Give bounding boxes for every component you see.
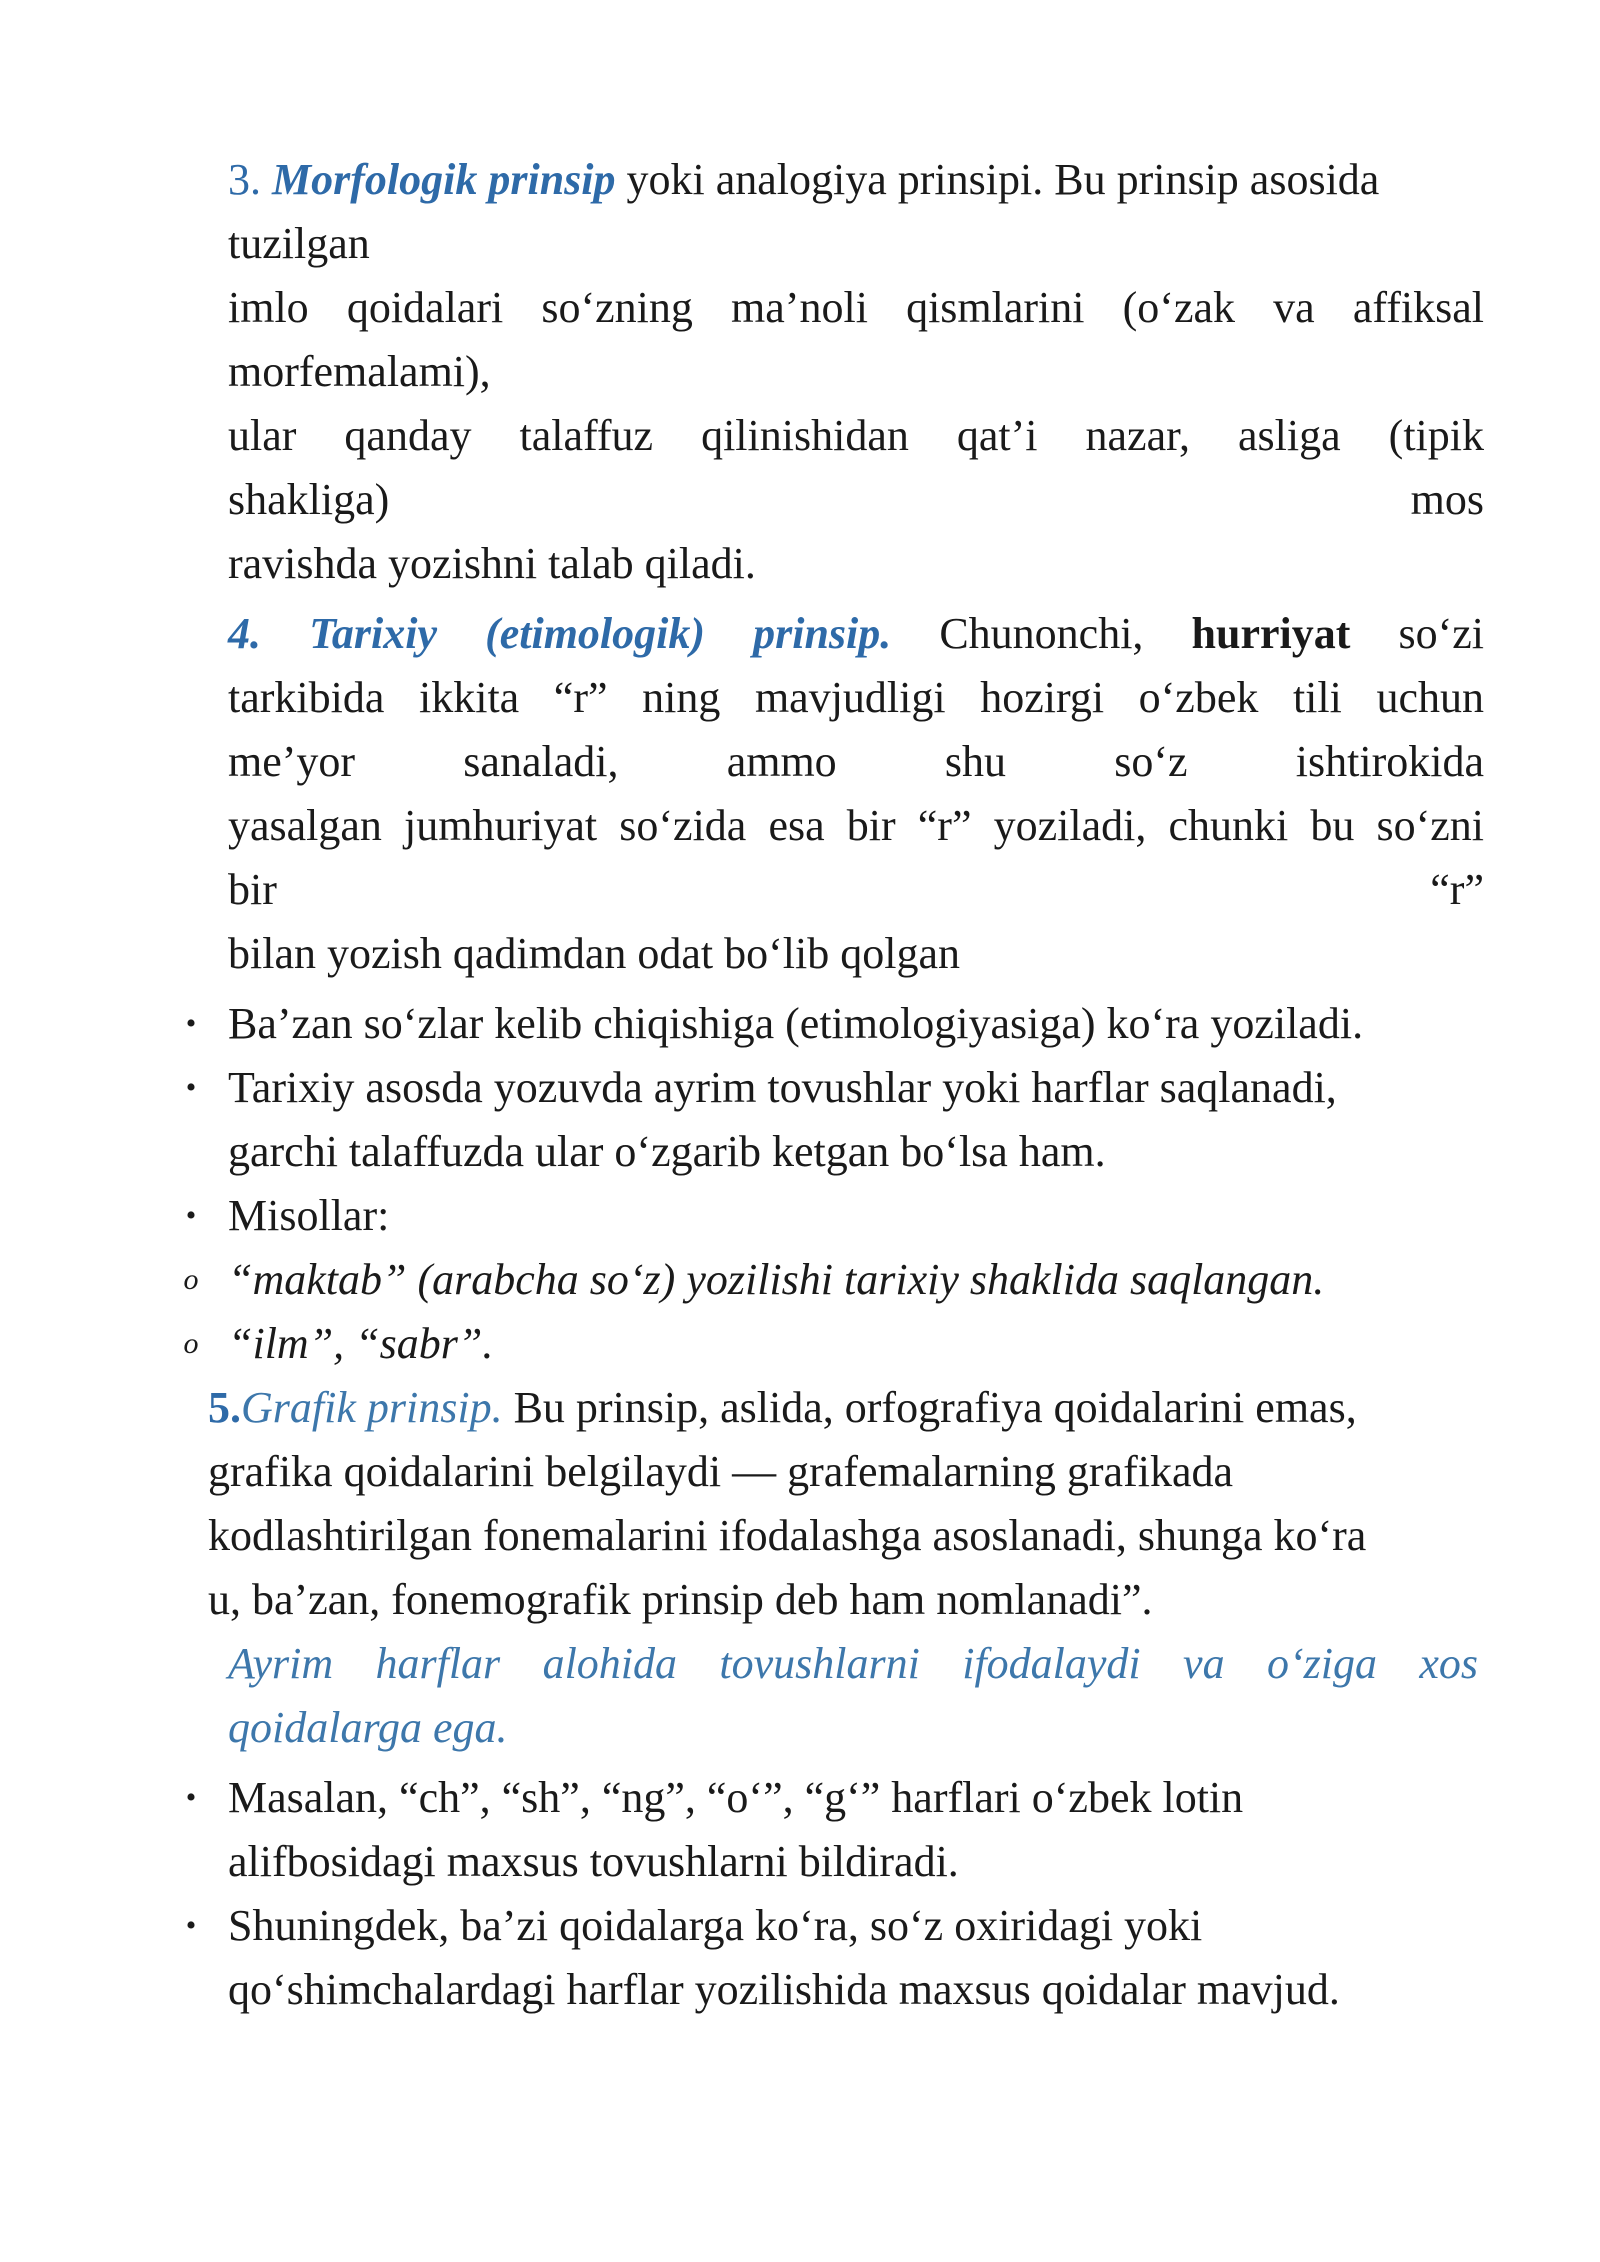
section-5-paragraph bbox=[208, 1376, 1484, 1632]
section-5-line-4: u, ba’zan, fonemografik prinsip deb ham nomlanadi”. bbox=[208, 1575, 1153, 1624]
section-4-bold-word: hurriyat bbox=[1191, 609, 1351, 658]
bullet-text: Misollar: bbox=[228, 1191, 390, 1240]
section-3-title: Morfologik prinsip bbox=[272, 155, 616, 204]
section-5-line-3: kodlashtirilgan fonemalarini ifodalashga asoslanadi, shunga ko‘ra bbox=[208, 1511, 1367, 1560]
section-4-line-2: tarkibida ikkita “r” ning mavjudligi hozirgi o‘zbek tili uchun bbox=[228, 673, 1484, 722]
bullet-text: Shuningdek, ba’zi qoidalarga ko‘ra, so‘z oxiridagi yoki bbox=[228, 1901, 1203, 1950]
section-3-line-4: morfemalami), bbox=[228, 347, 491, 396]
section-3-line-3: imlo qoidalari so‘zning ma’noli qismlarini (o‘zak va affiksal bbox=[228, 283, 1484, 332]
section-3-number: 3. bbox=[228, 155, 272, 204]
section-4-line-1 bbox=[228, 602, 1484, 666]
bullet-item bbox=[176, 1766, 1496, 1894]
section-5-line-2: grafika qoidalarini belgilaydi — grafemalarning grafikada bbox=[208, 1447, 1234, 1496]
section-4-line-4: yasalgan jumhuriyat so‘zida esa bir “r” yoziladi, chunki bu so‘zni bbox=[228, 801, 1484, 850]
section-4-line-5-end: “r” bbox=[1430, 865, 1484, 914]
example-text: “maktab” (arabcha so‘z) yozilishi tarixiy shaklida saqlangan. bbox=[228, 1255, 1325, 1304]
bullet-icon: • bbox=[185, 1007, 197, 1040]
section-3-line-6 bbox=[228, 468, 1484, 532]
section-3-line-6-start: shakliga) bbox=[228, 475, 390, 524]
example-text: “ilm”, “sabr”. bbox=[228, 1319, 494, 1368]
bullet-text: Ba’zan so‘zlar kelib chiqishiga (etimologiyasiga) ko‘ra yoziladi. bbox=[228, 999, 1364, 1048]
section-5-note bbox=[228, 1632, 1478, 1760]
bullet-text: alifbosidagi maxsus tovushlarni bildiradi. bbox=[228, 1837, 959, 1886]
section-4-paragraph bbox=[228, 602, 1484, 986]
bullet-text: garchi talaffuzda ular o‘zgarib ketgan bo‘lsa ham. bbox=[228, 1127, 1106, 1176]
section-3-intro: yoki analogiya prinsipi. Bu prinsip asosida bbox=[615, 155, 1380, 204]
section-3-line-5: ular qanday talaffuz qilinishidan qat’i nazar, asliga (tipik bbox=[228, 411, 1484, 460]
section-4-line-5-start: bir bbox=[228, 865, 277, 914]
section-5-note-line-1: Ayrim harflar alohida tovushlarni ifodalaydi va o‘ziga xos bbox=[228, 1639, 1478, 1688]
bullet-icon: • bbox=[185, 1909, 197, 1942]
bullet-icon: • bbox=[185, 1071, 197, 1104]
bullet-icon: • bbox=[185, 1199, 197, 1232]
bullet-item bbox=[176, 1056, 1496, 1184]
section-4-line-3: me’yor sanaladi, ammo shu so‘z ishtirokida bbox=[228, 737, 1484, 786]
bullet-item bbox=[176, 1894, 1496, 2022]
section-3-line-7: ravishda yozishni talab qiladi. bbox=[228, 539, 756, 588]
bullet-text: qo‘shimchalardagi harflar yozilishida maxsus qoidalar mavjud. bbox=[228, 1965, 1340, 2014]
bullet-icon: • bbox=[185, 1781, 197, 1814]
example-item bbox=[176, 1248, 1496, 1312]
section-5-note-line-2: qoidalarga ega. bbox=[228, 1703, 508, 1752]
bullet-text: Masalan, “ch”, “sh”, “ng”, “o‘”, “g‘” harflari o‘zbek lotin bbox=[228, 1773, 1244, 1822]
section-5-number: 5. bbox=[208, 1383, 241, 1432]
section-5-intro: Bu prinsip, aslida, orfografiya qoidalarini emas, bbox=[502, 1383, 1357, 1432]
section-4-text-b: so‘zi bbox=[1350, 609, 1485, 658]
section-3-line-1 bbox=[228, 148, 1484, 212]
bullet-text: Tarixiy asosda yozuvda ayrim tovushlar yoki harflar saqlanadi, bbox=[228, 1063, 1337, 1112]
section-4-line-5 bbox=[228, 858, 1484, 922]
section-4-line-6: bilan yozish qadimdan odat bo‘lib qolgan bbox=[228, 929, 960, 978]
bullet-item bbox=[176, 992, 1496, 1056]
section-5-line-1 bbox=[208, 1376, 1484, 1440]
section-3-line-2: tuzilgan bbox=[228, 219, 370, 268]
section-4-text-a: Chunonchi, bbox=[891, 609, 1192, 658]
circle-bullet-icon: o bbox=[183, 1263, 199, 1296]
bullet-item bbox=[176, 1184, 1496, 1248]
section-5-title: Grafik prinsip. bbox=[241, 1383, 503, 1432]
section-4-title: 4. Tarixiy (etimologik) prinsip. bbox=[228, 609, 892, 658]
section-3-line-6-end: mos bbox=[1410, 475, 1484, 524]
section-3-paragraph bbox=[228, 148, 1484, 596]
example-item bbox=[176, 1312, 1496, 1376]
circle-bullet-icon: o bbox=[183, 1327, 199, 1360]
